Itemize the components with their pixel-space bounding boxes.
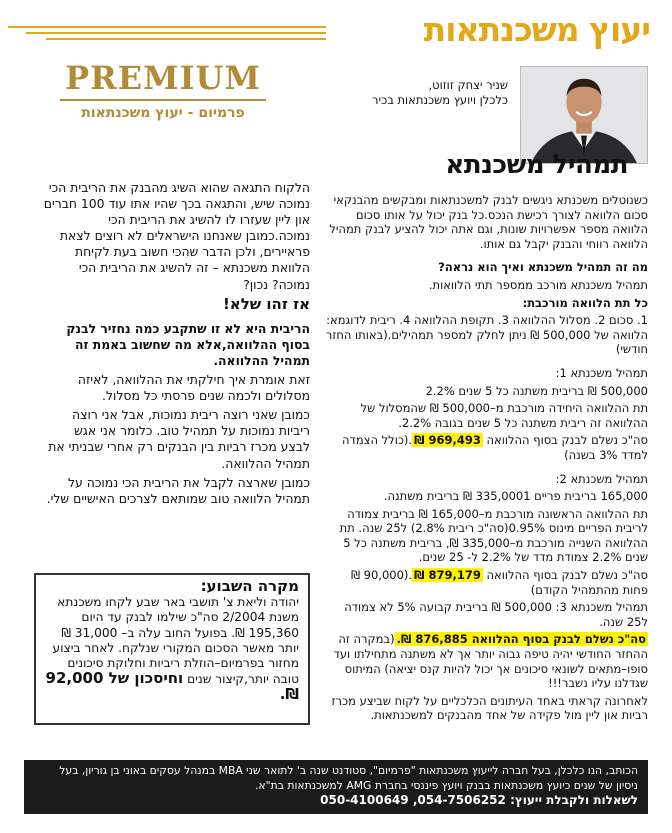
parts-text: 1. סכום 2. מסלול ההלוואה 3. תקופת ההלוואה 4. ריבית לדוגמא: הלוואה של 500,000 ₪ ניתן לחלק למספר תמהילים.(באותו החזר חודשי) bbox=[325, 313, 648, 357]
author-byline bbox=[278, 78, 508, 108]
logo-wordmark: PREMIUM bbox=[65, 59, 261, 97]
parts-heading: כל תת הלוואה מורכבת: bbox=[522, 295, 648, 310]
contact-phones: 054-7506252, 050-4100649 bbox=[320, 793, 506, 808]
author-footer bbox=[24, 760, 648, 814]
mix2-line1: 165,000 בריבית פריים 335,0001 ₪ בריבית משתנה. bbox=[383, 489, 648, 504]
mix1-title: תמהיל משכנתא 1: bbox=[555, 365, 648, 380]
mix3-line: תמהיל משכנתא 3: 500,000 ₪ בריבית קבועה 5% לא צמודה ל25 שנה. bbox=[344, 600, 648, 629]
intro-paragraph: כשנוטלים משכנתא ניגשים לבנק למשכנתאות ומבקשים מהבנקאי סכום הלוואה לצורך רכישת הנכס.כל בנק יכול על אותו סכום הלוואה מספר אפשרויות שונות, וגם אתה יכול להציע לבנק תמהיל הלוואה רווחי והבנק יקבל גם אותו. bbox=[329, 193, 648, 251]
mix2-total-line: סה"כ נשלם לבנק בסוף ההלוואה 879,179 ₪.(90,000 ₪ פחות מהתמהיל הקודם) bbox=[350, 568, 648, 597]
footer-contact bbox=[34, 793, 638, 808]
mix1-line1: 500,000 ₪ בריבית משתנה כל 5 שנים 2.2% bbox=[425, 383, 648, 398]
decorative-gold-lines bbox=[8, 26, 326, 44]
author-role: כלכלן ויועץ משכנתאות בכיר bbox=[372, 93, 508, 107]
case-of-the-week-box bbox=[34, 573, 310, 725]
left-paragraph-3: זאת אומרת איך חילקתי את ההלוואה, לאיזה מסלולים ולכמה שנים פרסתי כל מסלול. bbox=[77, 372, 310, 404]
article-headline: תמהיל משכנתא bbox=[445, 150, 628, 180]
portrait-image bbox=[521, 67, 647, 163]
author-name: שניר יצחק זוזוט, bbox=[428, 78, 508, 92]
mix1-total-highlight: 969,493 ₪ bbox=[414, 433, 481, 448]
mix2-line2: תת ההלוואה הראשונה מורכבת מ–165,000 ₪ בריבית צמודה לריבית הפריים מינוס 0.95%(סה"כ ריבית 2.8%) ל25 שנה. תת ההלוואה השנייה מורכבת מ–335,000 ₪, בריבית משתנה כל 5 שנים 2.2% צמודת מדד של 2.2% ל- 25 שנים. bbox=[339, 506, 648, 565]
premium-logo bbox=[52, 58, 274, 128]
mix3-total-line: סה"כ נשלם לבנק בסוף ההלוואה 876,885 ₪.(במקרה זה ההחזר החודשי יהיה טיפה גבוה יותר אך לא משתנה מתחילתו ועד סופו–מתאים לשונאי סיכונים אך יכול להיות קנס יציאה) המיתוס שגדלנו עליו נשבר!!! bbox=[333, 632, 648, 691]
closing-paragraph: לאחרונה קראתי באחד העיתונים הכלכליים על לקוח שביצע מכרז רביות און ליין מול פקידה של אחד מהבנקים למשכנתאות. bbox=[331, 693, 648, 723]
left-punchline: אז זהו שלא! bbox=[222, 294, 310, 313]
case-title: מקרה השבוע: bbox=[200, 577, 299, 595]
masthead bbox=[0, 6, 672, 62]
left-bold-statement: הריבית היא לא זו שתקבע כמה נחזיר לבנק בסוף ההלוואה,אלא מה שחשוב באמת זה תמהיל ההלוואה. bbox=[66, 320, 310, 368]
question-heading: מה זה תמהיל משכנתא ואיך הוא נראה? bbox=[438, 260, 648, 275]
article-column-left bbox=[42, 180, 310, 510]
logo-divider bbox=[60, 99, 266, 101]
section-title: יעוץ משכנתאות bbox=[423, 10, 650, 49]
mix1-line2: תת ההלוואה היחידה מורכבת מ–500,000 ₪ שהמסלול של ההלוואה זה ריבית משתנה כל 5 שנים בגובה 2.2%. bbox=[360, 401, 648, 430]
mix3-total-highlight: סה"כ נשלם לבנק בסוף ההלוואה 876,885 ₪. bbox=[396, 632, 646, 647]
left-paragraph-1: הלקוח התגאה שהוא השיג מהבנק את הריבית הכי נמוכה שיש, והתגאה בכך שהיו אתו עוד 100 חברים און ליין שעזרו לו להשיג את הריבית הכי נמוכה.כמובן שאנחנו הישראלים לא רוצים לצאת פראיירים, ולכן הדבר שהכי חשוב בעת לקיחת הלוואת משכנתא – זה להשיג את הריבית הכי נמוכה? נכון? bbox=[43, 180, 310, 292]
mix2-total-highlight: 879,179 ₪ bbox=[414, 568, 481, 583]
left-paragraph-5: כמובן שארצה לקבל את הריבית הכי נמוכה על תמהיל הלוואה טוב שמותאם לצרכים האישיים שלי. bbox=[46, 474, 310, 506]
mix2-title: תמהיל משכנתא 2: bbox=[555, 471, 648, 486]
contact-label: לשאלות ולקבלת ייעוץ: bbox=[510, 793, 638, 808]
mix1-total-line: סה"כ נשלם לבנק בסוף ההלוואה 969,493 ₪.(כולל הצמדה למדד 3% בשנה) bbox=[342, 433, 648, 462]
case-text: יהודה וליאת צ' תושבי באר שבע לקחו משכנתא משנת 2/2004 סה"כ שילמו לבנק עד היום 195,360 ₪. בפועל החוב עלה ב– 31,000 ₪ יותר מאשר הסכום המקורי שנלקח. לאחר ביצוע מחזור בפרמיום–הוזלת ריביות וחלוקת סיכונים טובה יותר,קיצור שנים bbox=[52, 595, 299, 687]
case-savings: וחיסכון של 92,000 ₪. bbox=[45, 669, 299, 704]
question-answer: תמהיל משכנתא מורכב ממספר תתי הלוואות. bbox=[428, 277, 648, 292]
footer-bio: הכותב, הנו כלכלן, בעל חברה לייעוץ משכנתאות "פרמיום", סטודנט שנה ב' לתואר שני MBA במנהל עסקים באוני בן גוריון, בעל ניסיון של שנים כיועץ משכנתאות בבנק ויועץ פיננסי בחברת AMG למשכנתאות בת"א. bbox=[59, 764, 638, 792]
article-column-right bbox=[323, 193, 648, 726]
left-paragraph-4: כמובן שאני רוצה ריבית נמוכות, אבל אני רוצה ריביות נמוכות על תמהיל טוב. כלומר אני אגש לבצע מכרז רביות בין הבנקים רק אחרי שבניתי את תמהיל ההלוואה. bbox=[48, 407, 310, 471]
logo-subtitle: פרמיום - יעוץ משכנתאות bbox=[81, 105, 245, 121]
